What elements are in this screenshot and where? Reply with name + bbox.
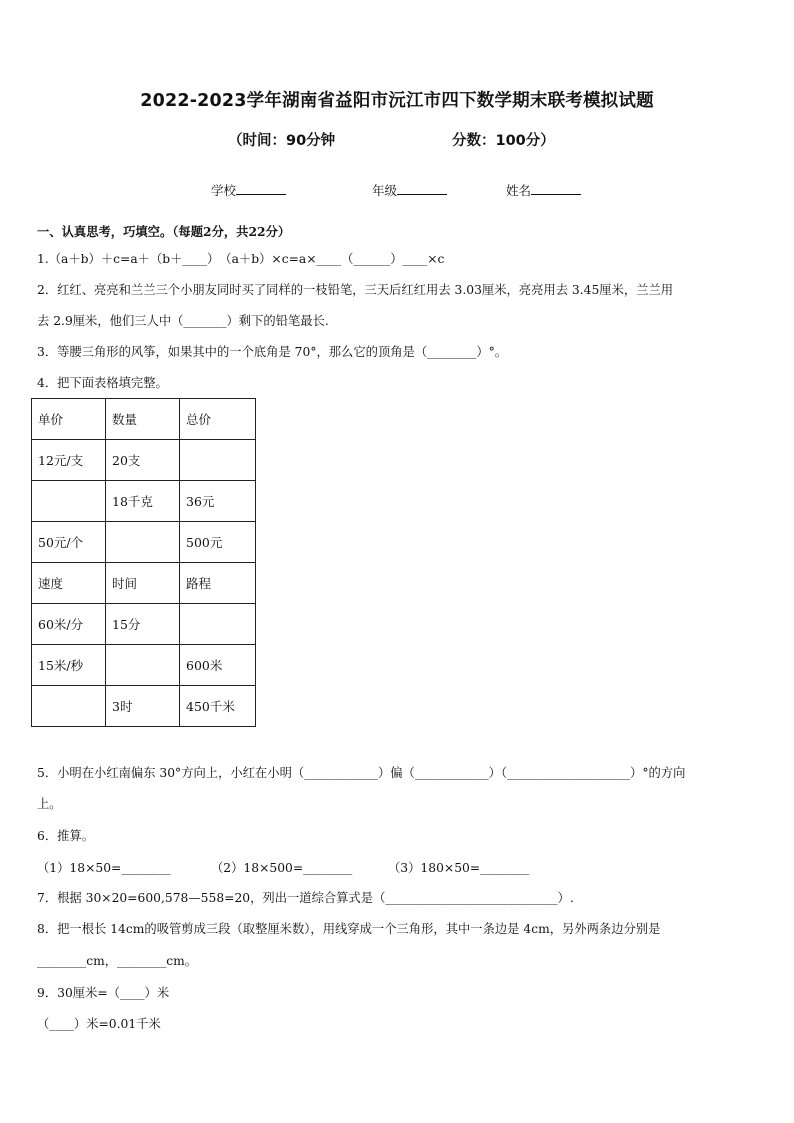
table-cell: 单价 [32,399,106,440]
question-2-line-1: 2．红红、亮亮和兰兰三个小朋友同时买了同样的一枝铅笔，三天后红红用去 3.03厘米，亮亮用去 3.45厘米，兰兰用 [37,283,674,297]
table-cell: 速度 [32,563,106,604]
table-cell: 15分 [106,604,180,645]
name-label: 姓名 [506,183,532,198]
question-6-b: （2）18×500=________ [211,861,353,875]
question-8-line-2: ________cm，________cm。 [37,954,198,968]
table-cell: 500元 [180,522,256,563]
table-blank-cell[interactable] [180,604,256,645]
table-row [32,522,256,563]
fill-table [31,398,256,727]
question-4: 4．把下面表格填完整。 [37,376,168,390]
table-cell: 600米 [180,645,256,686]
table-blank-cell[interactable] [32,686,106,727]
table-row [32,645,256,686]
school-field[interactable] [211,181,286,199]
page-title: 2022-2023学年湖南省益阳市沅江市四下数学期末联考模拟试题 [140,91,654,111]
table-row [32,604,256,645]
table-row [32,440,256,481]
table-cell: 15米/秒 [32,645,106,686]
exam-time: （时间：90分钟 [228,133,336,149]
question-9-line-2: （____）米=0.01千米 [37,1017,161,1031]
table-cell: 60米/分 [32,604,106,645]
table-row [32,563,256,604]
question-3: 3．等腰三角形的风筝，如果其中的一个底角是 70°，那么它的顶角是（________）°。 [37,345,508,359]
question-6: 6．推算。 [37,829,95,843]
table-cell: 总价 [180,399,256,440]
table-blank-cell[interactable] [180,440,256,481]
question-5-line-1: 5．小明在小红南偏东 30°方向上，小红在小明（____________）偏（____________）（____________________）°的方向 [37,766,686,780]
grade-field[interactable] [372,181,447,199]
question-7: 7．根据 30×20=600,578—558=20，列出一道综合算式是（____________________________）. [37,891,574,905]
table-cell: 450千米 [180,686,256,727]
question-9-line-1: 9．30厘米=（____）米 [37,986,170,1000]
table-row [32,399,256,440]
name-field[interactable] [506,181,581,199]
table-blank-cell[interactable] [106,645,180,686]
table-cell: 18千克 [106,481,180,522]
section-heading: 一、认真思考，巧填空。（每题2分，共22分） [37,224,291,239]
grade-label: 年级 [372,183,398,198]
question-2-line-2: 去 2.9厘米，他们三人中（_______）剩下的铅笔最长. [37,314,329,328]
question-6-c: （3）180×50=________ [388,861,530,875]
table-cell: 20支 [106,440,180,481]
question-5-line-2: 上。 [37,797,62,811]
table-cell: 路程 [180,563,256,604]
table-row [32,686,256,727]
exam-score: 分数：100分） [452,133,555,149]
question-1: 1.（a＋b）＋c=a＋（b＋____） （a＋b）×c=a×____（______）____×c [37,252,445,266]
question-6-a: （1）18×50=________ [37,861,171,875]
table-blank-cell[interactable] [106,522,180,563]
table-cell: 3时 [106,686,180,727]
table-row [32,481,256,522]
table-cell: 12元/支 [32,440,106,481]
table-blank-cell[interactable] [32,481,106,522]
question-8-line-1: 8．把一根长 14cm的吸管剪成三段（取整厘米数），用线穿成一个三角形，其中一条边是 4cm，另外两条边分别是 [37,922,661,936]
table-cell: 36元 [180,481,256,522]
table-cell: 时间 [106,563,180,604]
table-cell: 50元/个 [32,522,106,563]
table-cell: 数量 [106,399,180,440]
school-label: 学校 [211,183,237,198]
